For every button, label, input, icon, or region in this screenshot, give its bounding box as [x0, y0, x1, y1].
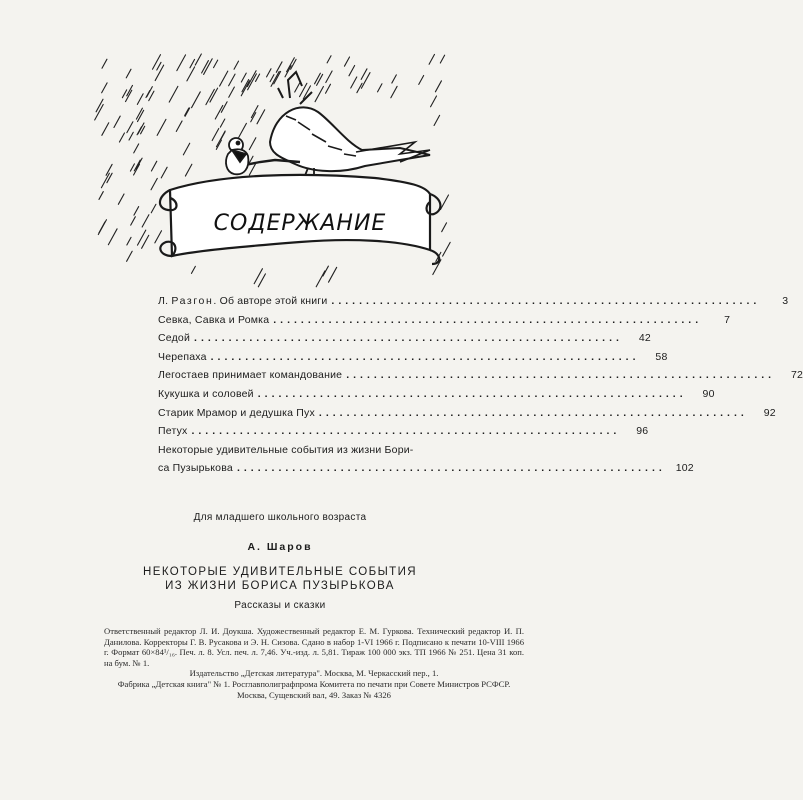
- hatch-stroke: [234, 61, 238, 69]
- hatch-stroke: [102, 59, 107, 68]
- banner-title: СОДЕРЖАНИЕ: [213, 211, 387, 236]
- hatch-stroke: [131, 217, 136, 225]
- hatch-stroke: [192, 92, 201, 108]
- hatch-stroke: [107, 173, 112, 183]
- hatch-stroke: [295, 82, 301, 93]
- hatch-stroke: [157, 62, 161, 70]
- hatch-stroke: [270, 75, 274, 82]
- hatch-stroke: [152, 55, 160, 70]
- toc-item-label: Старик Мрамор и дедушка Пух: [158, 406, 315, 419]
- hatch-stroke: [344, 57, 349, 66]
- hatch-stroke: [316, 271, 325, 287]
- toc-item-page: 90: [702, 387, 715, 400]
- toc-item-page: 58: [655, 350, 668, 363]
- hatch-stroke: [267, 69, 271, 77]
- hatch-stroke: [378, 84, 382, 92]
- book-title-line: ИЗ ЖИЗНИ БОРИСА ПУЗЫРЬКОВА: [165, 580, 395, 592]
- hatch-stroke: [431, 96, 437, 107]
- book-title-line: НЕКОТОРЫЕ УДИВИТЕЛЬНЫЕ СОБЫТИЯ: [143, 566, 417, 578]
- toc-item-page: 92: [763, 406, 776, 419]
- hatch-stroke: [442, 223, 447, 232]
- hatch-stroke: [349, 65, 355, 75]
- hatch-stroke: [434, 115, 440, 125]
- hatch-stroke: [98, 220, 106, 235]
- hatch-stroke: [220, 119, 224, 127]
- hatch-stroke: [151, 178, 157, 189]
- toc-leader: ..............................................................: [194, 332, 623, 345]
- colophon-printer: Фабрика „Детская книга" № 1. Росглавполиграфпрома Комитета по печати при Совете Министров РСФСР. Москва, Сущевский вал, 49. Заказ № 4326: [117, 678, 511, 700]
- hatch-stroke: [351, 77, 357, 88]
- book-title: [0, 565, 560, 593]
- hatch-stroke: [151, 161, 156, 171]
- toc-item: [158, 366, 803, 385]
- hatch-stroke: [220, 71, 228, 86]
- toc-item-label: Некоторые удивительные события из жизни Бори-: [158, 443, 414, 456]
- toc-item: [158, 441, 694, 478]
- hatch-stroke: [118, 194, 124, 204]
- hatch-stroke: [317, 74, 323, 85]
- hatch-stroke: [323, 266, 328, 276]
- hatch-stroke: [429, 54, 434, 64]
- hatch-stroke: [249, 138, 256, 150]
- hatch-stroke: [161, 167, 167, 178]
- hatch-stroke: [274, 71, 281, 83]
- toc-item-page: 102: [675, 462, 694, 475]
- hatch-stroke: [142, 235, 149, 248]
- hatch-stroke: [177, 55, 186, 71]
- hatch-stroke: [190, 59, 195, 67]
- hatch-stroke: [96, 99, 103, 112]
- hatch-stroke: [435, 81, 441, 92]
- rain-hatching: [95, 54, 451, 287]
- hatch-stroke: [214, 60, 218, 68]
- toc-item-author-initial: Л.: [158, 295, 172, 307]
- hatch-stroke: [391, 86, 397, 97]
- hatch-stroke: [108, 229, 117, 245]
- toc-item-label: Севка, Савка и Ромка: [158, 313, 270, 326]
- contents-illustration: [100, 50, 455, 280]
- hatch-stroke: [441, 195, 449, 209]
- book-imprint: [0, 512, 560, 611]
- hatch-stroke: [443, 242, 451, 256]
- toc-item: [158, 292, 789, 311]
- colophon-editorial: Ответственный редактор Л. И. Доукша. Художественный редактор Е. М. Гуркова. Технический редактор И. П. Данилова. Корректоры Г. В. Русакова и Э. Н. Сизова. Сдано в набор 1-VI 1966 г. Подписано к печати 10-VIII 1966 г. Формат 60×84¹/₁₆. Печ. л. 8. Усл. печ. л. 7,46. Уч.-изд. л. 5,81. Тираж 100 000 экз. ТП 1966 № 251. Цена 31 коп. на бум. № 1.: [104, 626, 524, 668]
- toc-item: [158, 329, 651, 348]
- hatch-stroke: [229, 87, 235, 97]
- hatch-stroke: [134, 144, 139, 153]
- hatch-stroke: [257, 110, 265, 124]
- hatch-stroke: [185, 108, 190, 116]
- toc-leader: ..............................................................: [318, 406, 748, 419]
- hatch-stroke: [157, 119, 166, 135]
- colophon-publisher: Издательство „Детская литература". Москва, М. Черкасский пер., 1.: [189, 668, 439, 679]
- hatch-stroke: [251, 106, 258, 118]
- hatch-stroke: [155, 231, 162, 243]
- table-of-contents: [158, 292, 803, 478]
- hatch-stroke: [361, 69, 367, 80]
- hatch-stroke: [191, 266, 195, 273]
- toc-item: [158, 385, 715, 404]
- toc-item-label: Легостаев принимает командование: [158, 369, 343, 382]
- book-author: А. Шаров: [247, 541, 313, 553]
- hatch-stroke: [238, 123, 246, 137]
- hatch-stroke: [119, 133, 124, 142]
- toc-leader: ..............................................................: [236, 462, 666, 475]
- toc-item-page: 72: [790, 369, 803, 382]
- toc-item: [158, 311, 731, 330]
- toc-item-page: 3: [782, 295, 789, 307]
- hatch-stroke: [326, 84, 331, 93]
- hatch-stroke: [419, 75, 424, 84]
- hatch-stroke: [127, 122, 133, 133]
- hatch-stroke: [276, 62, 282, 73]
- hatch-stroke: [185, 164, 191, 176]
- hatch-stroke: [176, 121, 182, 131]
- hatch-stroke: [291, 59, 296, 69]
- toc-item-page: 7: [724, 313, 731, 326]
- hatch-stroke: [212, 129, 219, 141]
- hatch-stroke: [126, 69, 131, 78]
- hatch-stroke: [187, 67, 195, 81]
- toc-item: [158, 404, 776, 423]
- hatch-stroke: [326, 71, 332, 82]
- hatch-stroke: [129, 132, 133, 140]
- toc-item-label: Кукушка и соловей: [158, 387, 254, 400]
- hatch-stroke: [185, 108, 189, 115]
- hatch-stroke: [249, 164, 255, 175]
- hatch-stroke: [361, 73, 370, 89]
- hatch-stroke: [114, 116, 120, 127]
- hatch-stroke: [195, 54, 201, 65]
- toc-leader: ..............................................................: [257, 387, 687, 400]
- hatch-stroke: [285, 66, 291, 77]
- hatch-stroke: [99, 192, 103, 200]
- age-group: Для младшего школьного возраста: [193, 512, 367, 523]
- hatch-stroke: [241, 73, 246, 82]
- toc-item-label: Петух: [158, 425, 188, 438]
- hatch-stroke: [122, 90, 126, 98]
- hatch-stroke: [142, 215, 149, 227]
- toc-leader: ..............................................................: [210, 350, 640, 363]
- hatch-stroke: [134, 207, 139, 216]
- hatch-stroke: [315, 87, 323, 102]
- hatch-stroke: [216, 131, 225, 147]
- toc-leader: ..............................................................: [191, 425, 621, 438]
- toc-item-label: Седой: [158, 332, 191, 345]
- hatch-stroke: [102, 123, 109, 136]
- hatch-stroke: [229, 74, 235, 86]
- toc-item-page: 96: [636, 425, 649, 438]
- hatch-stroke: [127, 251, 133, 261]
- hatch-stroke: [183, 143, 189, 155]
- small-bird-drawing: [226, 138, 248, 174]
- book-genre: Рассказы и сказки: [234, 600, 326, 611]
- colophon: [104, 626, 524, 700]
- hatch-stroke: [136, 158, 142, 169]
- hatch-stroke: [169, 86, 178, 102]
- hatch-stroke: [258, 274, 265, 287]
- hatch-stroke: [102, 83, 107, 93]
- hatch-stroke: [392, 75, 397, 83]
- hatch-stroke: [440, 55, 444, 63]
- toc-item-label: Черепаха: [158, 350, 207, 363]
- hatch-stroke: [155, 65, 163, 80]
- toc-item: [158, 348, 668, 367]
- toc-item: [158, 422, 649, 441]
- toc-leader: ..............................................................: [346, 369, 776, 382]
- toc-item-page: 42: [638, 332, 651, 345]
- toc-leader: ..............................................................: [331, 295, 761, 307]
- large-bird-drawing: [230, 72, 430, 178]
- hatch-stroke: [315, 73, 321, 84]
- hatch-stroke: [130, 164, 134, 171]
- hatch-stroke: [127, 237, 131, 245]
- toc-item-label-continued: са Пузырькова: [158, 462, 233, 475]
- hatch-stroke: [327, 56, 331, 63]
- hatch-stroke: [247, 71, 256, 87]
- hatch-stroke: [151, 204, 156, 213]
- toc-leader: ..............................................................: [273, 313, 703, 326]
- toc-item-author: Разгон: [171, 295, 214, 307]
- toc-item-label: . Об авторе этой книги: [213, 295, 328, 307]
- hatch-stroke: [329, 267, 337, 282]
- hatch-stroke: [137, 94, 143, 105]
